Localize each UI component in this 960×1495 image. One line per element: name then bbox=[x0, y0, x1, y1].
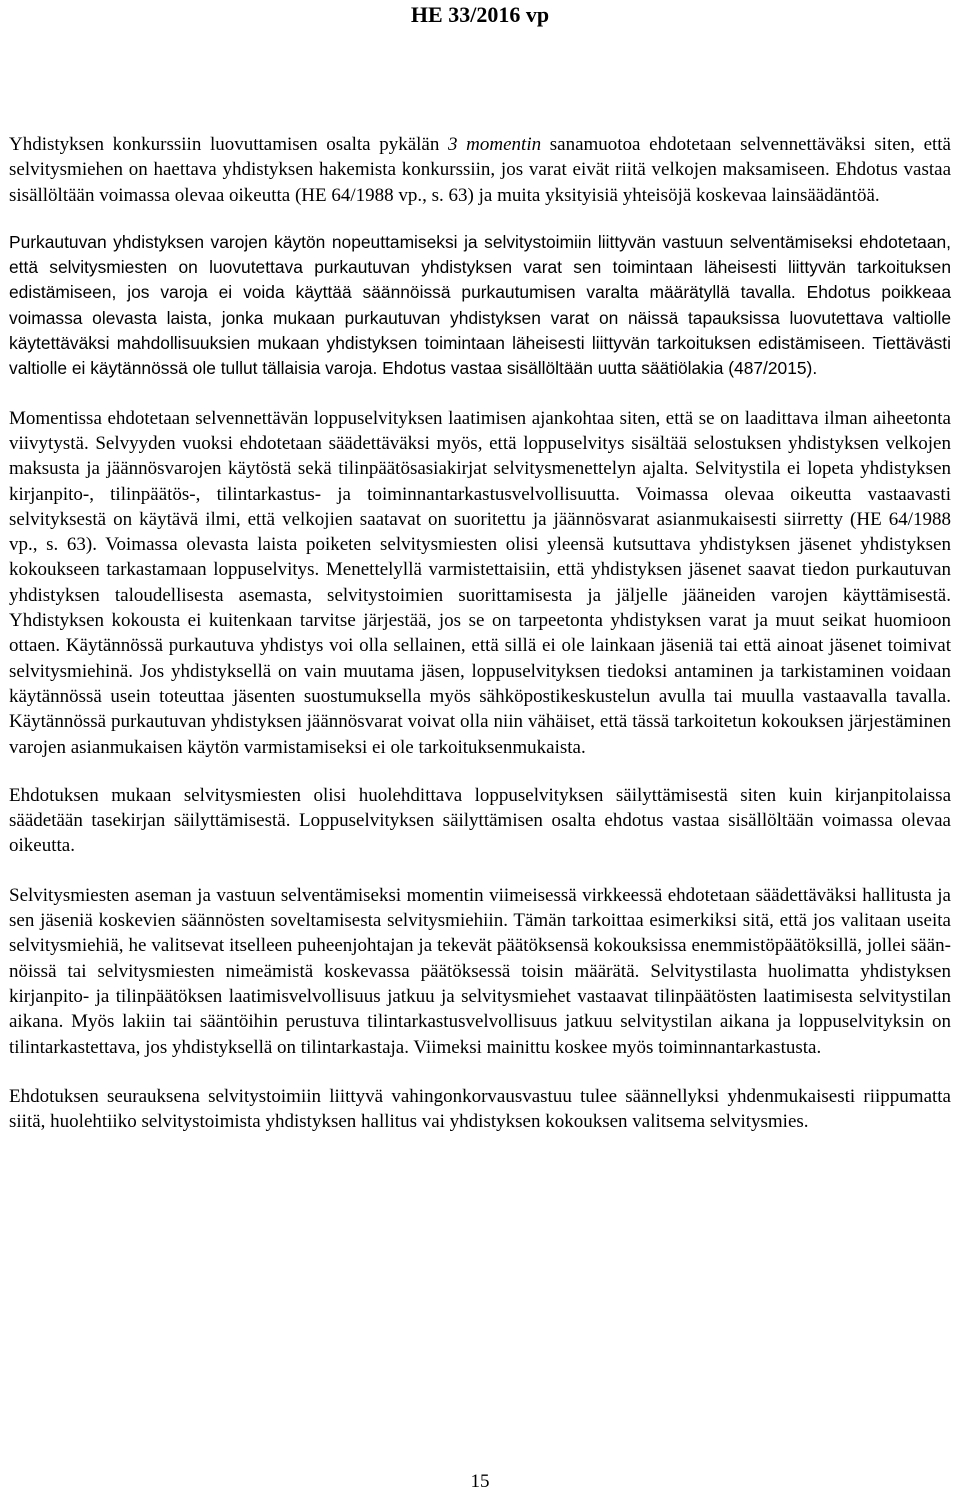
document-body bbox=[9, 132, 951, 1156]
document-header: HE 33/2016 vp bbox=[410, 2, 550, 27]
paragraph-2: Purkautuvan yhdistyksen varojen käytön nopeuttamiseksi ja selvitystoimiin liittyvän vastuun selventämiseksi ehdotetaan, että selvitysmiesten on luovutettava purkautuvan yhdistyksen varat sen toimintaan läheisesti liittyvän tarkoituksen edistämiseen, jos varoja ei voida käyttää säännöissä purkautumisen varalta määrätyllä tavalla. Ehdotus poikkeaa voimassa olevasta laista, jonka mukaan purkautuvan yhdistyksen varat on näissä tapauksissa luovutettava valtiolle käytettäväksi mahdollisuuksien mukaan yhdistyksen toimintaan läheisesti liittyvän tarkoituksen edistämiseen. Tiettävästi valtiolle ei käytännössä ole tullut tällaisia varoja. Ehdotus vastaa sisällöltään uutta säätiölakia (487/2015). bbox=[9, 231, 951, 379]
page-number: 15 bbox=[470, 1471, 490, 1492]
paragraph-1-emphasis: 3 momentin bbox=[448, 134, 542, 155]
paragraph-5: Selvitysmiesten aseman ja vastuun selventämiseksi momentin viimeisessä virkkeessä ehdotetaan säädettäväksi hallitusta ja sen jäseniä koskevien säännösten soveltamisesta selvitysmiehiin. Tämän tarkoittaa esimerkiksi sitä, että jos valitaan useita selvitysmiehiä, he valitsevat itselleen puheenjohtajan ja tekevät päätöksensä kokouksissa enemmistöpäätöksillä, jollei säännöissä tai selvitysmiesten nimeämistä koskevassa päätöksessä toisin määrätä. Selvitystilasta huolimatta yhdistyksen kirjanpito- ja tilinpäätöksen laatimisvelvollisuus jatkuu ja selvitysmiehet vastaavat tilinpäätösten laatimisesta selvitystilan aikana. Myös lakiin tai sääntöihin perustuva tilintarkastusvelvollisuus jatkuu selvitystilan aikana ja loppuselvityksin on tilintarkastettava, jos yhdistyksellä on tilintarkastaja. Viimeksi mainittu koskee myös toiminnantarkastusta. bbox=[9, 884, 951, 1058]
paragraph-3: Momentissa ehdotetaan selvennettävän loppuselvityksen laatimisen ajankohtaa siten, että se on laadittava ilman aiheetonta viivytystä. Selvyyden vuoksi ehdotetaan säädettäväksi myös, että loppuselvitys sisältää selostuksen yhdistyksen velkojen maksusta ja jäännösvarojen käytöstä sekä tilinpäätösasiakirjat selvitysmenettelyn ajalta. Selvitystila ei lopeta yhdistyksen kirjanpito-, tilinpäätös-, tilintarkastus- ja toiminnantarkastusvelvollisuutta. Voimassa olevaa oikeutta vastaavasti selvityksestä on käytävä ilmi, että velkojien saatavat on suoritettu ja jäännösvarat asianmukaisesti siirretty (HE 64/1988 vp., s. 63). Voimassa olevasta laista poiketen selvitysmiesten olisi yleensä kutsuttava yhdistyksen jäsenet yhdistyksen kokoukseen tarkastamaan loppuselvitys. Menettelyllä varmistettaisiin, että yhdistyksen jäsenet saavat tiedon purkautuvan yhdistyksen taloudellisesta asemasta, selvitystoimien suorittamisesta ja jäljelle jääneiden varojen käyttämisestä. Yhdistyksen kokousta ei kuitenkaan tarvitse järjestää, jos se on tarpeetonta yhdistyksen varat ja muut seikat huomioon ottaen. Käytännössä purkautuva yhdistys voi olla sellainen, että sillä ei ole lainkaan jäseniä tai että ainoat jäsenet toimivat selvitysmiehinä. Jos yhdistyksellä on vain muutama jäsen, loppuselvityksen tiedoksi antaminen ja tarkistaminen voidaan käytännössä usein toteuttaa jäsenten suostumuksella myös sähköpostikeskustelun avulla tai muulla vastaavalla tavalla. Käytännössä purkautuvan yhdistyksen jäännösvarat voivat olla niin vähäiset, että tässä tarkoitetun kokouksen järjestäminen varojen asianmukaisen käytön varmistamiseksi ei ole tarkoituksenmukaista. bbox=[9, 407, 951, 758]
paragraph-1-text-b: sanamuotoa ehdotetaan selvennettäväksi siten, että selvitysmiehen on haettava yhdistyksen hakemista konkurssiin, jos varat eivät riitä velkojen maksamiseen. Ehdotus vastaa sisällöltään voimassa olevaa oikeutta (HE 64/1988 vp., s. 63) ja muita yksityisiä yhteisöjä koskevaa lainsäädäntöä. bbox=[9, 134, 951, 206]
paragraph-1 bbox=[9, 132, 951, 208]
paragraph-6: Ehdotuksen seurauksena selvitystoimiin liittyvä vahingonkorvausvastuu tulee säännellyksi yhdenmukaisesti riippumatta siitä, huolehtiiko selvitystoimista yhdistyksen hallitus vai yhdistyksen kokouksen valitsema selvitysmies. bbox=[9, 1085, 951, 1133]
paragraph-1-text-a: Yhdistyksen konkurssiin luovuttamisen osalta pykälän bbox=[9, 134, 449, 155]
paragraph-4: Ehdotuksen mukaan selvitysmiesten olisi huolehdittava loppuselvityksen säilyttämisestä siten kuin kirjanpitolaissa säädetään tasekirjan säilyttämisestä. Loppuselvityksen säilyttämisen osalta ehdotus vastaa sisällöltään voimassa olevaa oikeutta. bbox=[9, 784, 951, 857]
